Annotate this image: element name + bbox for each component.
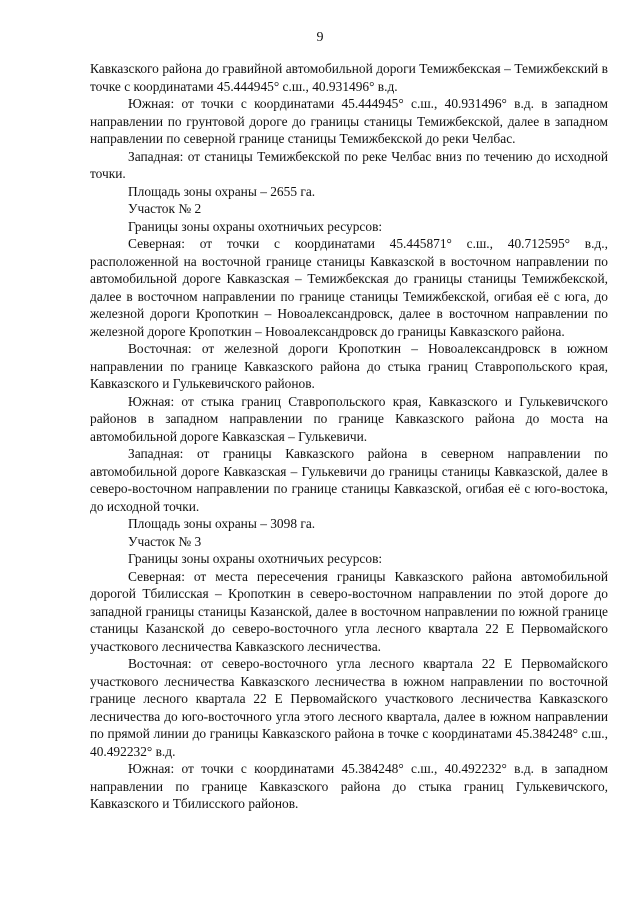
paragraph-east-boundary-3: Восточная: от северо-восточного угла лесного квартала 22 Е Первомайского участкового лесничества Кавказского лесничества в южном направлении по восточной границе лесного квартала 22 Е Первомайского участкового лесничества Кавказского лесничества до юго-восточного угла этого лесного квартала, далее в южном направлении по прямой линии до границы Кавказского района в точке с координатами 45.384248° с.ш., 40.492232° в.д. (90, 656, 608, 759)
paragraph-boundaries-heading-3: Границы зоны охраны охотничьих ресурсов: (128, 551, 383, 566)
paragraph-west-boundary-2: Западная: от границы Кавказского района в северном направлении по автомобильной дороге Кавказская – Гулькевичи до границы станицы Кавказской, далее в северо-восточном направлении по границе станицы Кавказской, огибая её с юго-востока, до исходной точки. (90, 446, 608, 514)
paragraph-south-boundary-2: Южная: от стыка границ Ставропольского края, Кавказского и Гулькевичского районов в западном направлении по границе Кавказского района до моста на автомобильной дороге Кавказская – Гулькевичи. (90, 393, 608, 444)
paragraph-east-boundary-2: Восточная: от железной дороги Кропоткин – Новоалександровск в южном направлении по границе Кавказского района до стыка границ Ставропольского края, Кавказского и Гулькевичского районов. (90, 341, 608, 391)
paragraph-south-boundary-1: Южная: от точки с координатами 45.444945° с.ш., 40.931496° в.д. в западном направлении по грунтовой дороге до границы станицы Темижбекской, далее в западном направлении по северной границе станицы Темижбекской до реки Челбас. (90, 96, 608, 146)
paragraph-west-boundary-1: Западная: от станицы Темижбекской по реке Челбас вниз по течению до исходной точки. (90, 148, 608, 181)
paragraph-boundaries-heading-2: Границы зоны охраны охотничьих ресурсов: (128, 218, 383, 234)
paragraph-area-2: Площадь зоны охраны – 3098 га. (128, 516, 316, 531)
paragraph-continuation: Кавказского района до гравийной автомобильной дороги Темижбекская – Темижбекский в точке с координатами 45.444945° с.ш., 40.931496° в.д. (90, 61, 608, 94)
paragraph-north-boundary-2: Северная: от точки с координатами 45.445871° с.ш., 40.712595° в.д., расположенной на восточной границе станицы Кавказской в восточном направлении по автомобильной дороге Кавказская – Темижбекская до границы станицы Темижбекской, далее в восточном направлении по границе станицы Темижбекской, огибая её с юга, до железной дороги Кропоткин – Новоалександровск, далее в восточном направлении по железной дороге Кропоткин – Новоалександровск до границы Кавказского района. (90, 236, 608, 339)
page-number: 9 (316, 30, 324, 45)
section-heading-3: Участок № 3 (128, 533, 202, 549)
document-body (90, 60, 608, 813)
paragraph-north-boundary-3: Северная: от места пересечения границы Кавказского района автомобильной дорогой Тбилисская – Кропоткин в северо-восточном направлении по этой дороге до западной границы станицы Казанской, далее в восточном направлении по южной границе станицы Казанской до северо-восточного угла лесного квартала 22 Е Первомайского участкового лесничества Кавказского лесничества. (90, 568, 608, 654)
section-heading-2: Участок № 2 (128, 201, 202, 216)
paragraph-area-1: Площадь зоны охраны – 2655 га. (128, 183, 316, 199)
paragraph-south-boundary-3: Южная: от точки с координатами 45.384248° с.ш., 40.492232° в.д. в западном направлении по границе Кавказского района до стыка границ Гулькевичского, Кавказского и Тбилисского районов. (90, 761, 608, 811)
